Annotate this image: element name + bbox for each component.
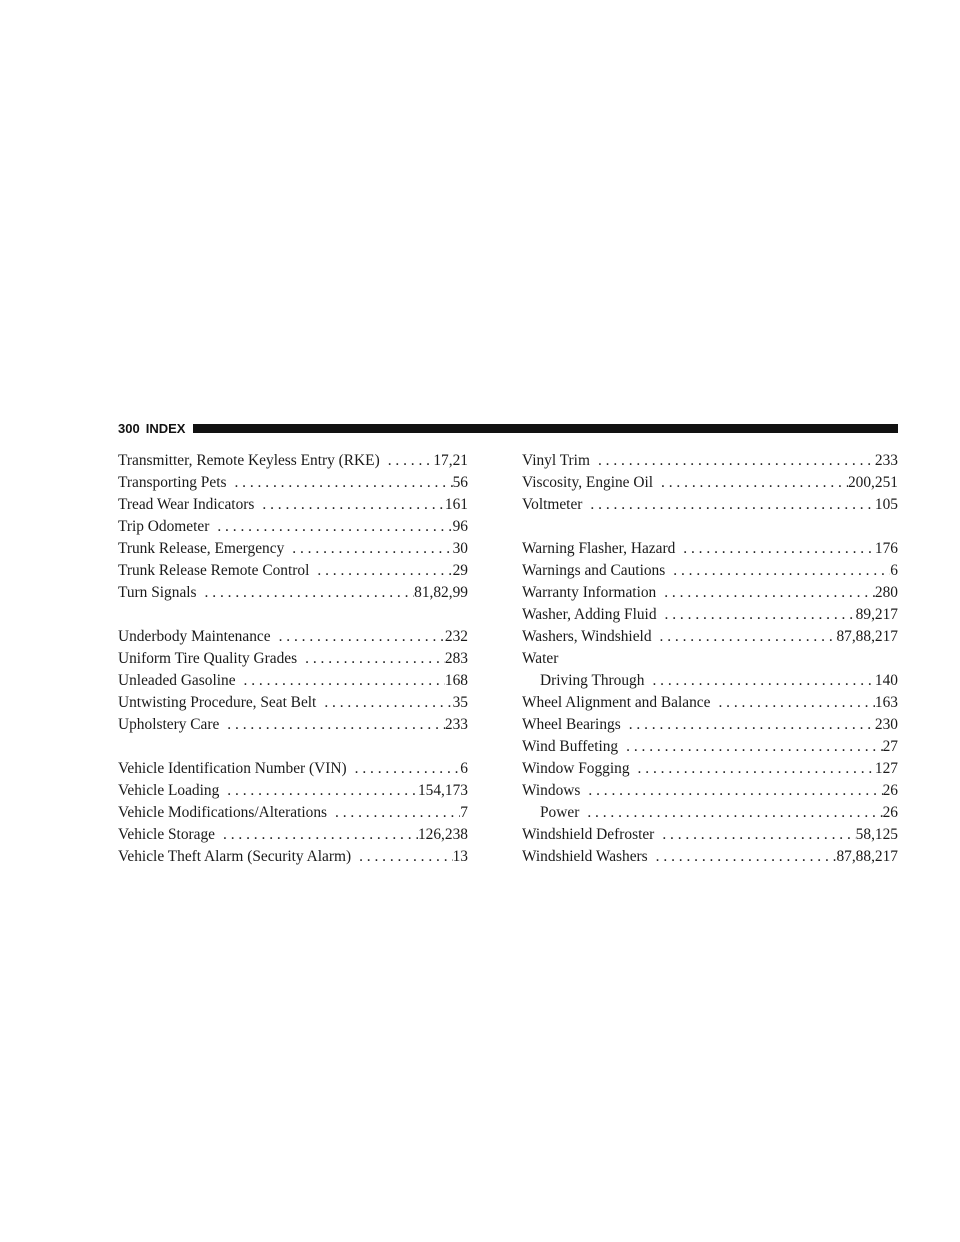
index-page-refs: 29	[452, 562, 468, 579]
index-spacer	[522, 516, 898, 538]
index-page-refs: 26	[882, 782, 898, 799]
dot-leader	[209, 516, 452, 538]
dot-leader	[582, 494, 874, 516]
dot-leader	[590, 450, 875, 472]
index-subentry	[522, 670, 898, 692]
index-term: Uniform Tire Quality Grades	[118, 650, 298, 667]
index-entry	[522, 692, 898, 714]
index-entry	[118, 626, 468, 648]
index-entry	[118, 582, 468, 604]
index-entry	[118, 802, 468, 824]
dot-leader	[618, 736, 882, 758]
index-term: Windshield Washers	[522, 848, 648, 865]
dot-leader	[197, 582, 415, 604]
index-term: Trunk Release, Emergency	[118, 540, 285, 557]
index-entry	[522, 472, 898, 494]
index-entry	[522, 560, 898, 582]
index-page-refs: 233	[874, 452, 898, 469]
index-term: Transmitter, Remote Keyless Entry (RKE)	[118, 452, 380, 469]
index-term: Vehicle Theft Alarm (Security Alarm)	[118, 848, 352, 865]
index-page-refs: 89,217	[855, 606, 898, 623]
index-term: Underbody Maintenance	[118, 628, 271, 645]
page-header	[118, 418, 898, 438]
index-term: Trunk Release Remote Control	[118, 562, 310, 579]
dot-leader	[665, 560, 890, 582]
index-entry	[118, 692, 468, 714]
index-page-refs: 56	[452, 474, 468, 491]
index-page-refs: 17,21	[433, 452, 468, 469]
index-entry	[118, 714, 468, 736]
index-subentry	[522, 802, 898, 824]
index-term: Water	[522, 650, 559, 667]
index-entry	[522, 604, 898, 626]
index-term: Warranty Information	[522, 584, 657, 601]
dot-leader	[654, 824, 855, 846]
index-page-refs: 6	[460, 760, 468, 777]
index-page-refs: 87,88,217	[836, 848, 898, 865]
index-entry	[118, 670, 468, 692]
index-page-refs: 30	[452, 540, 468, 557]
index-entry	[118, 450, 468, 472]
dot-leader	[236, 670, 445, 692]
index-term: Tread Wear Indicators	[118, 496, 255, 513]
index-page-refs: 26	[882, 804, 898, 821]
index-entry	[522, 494, 898, 516]
dot-leader	[656, 582, 875, 604]
index-entry	[522, 780, 898, 802]
index-entry	[522, 846, 898, 868]
index-entry	[118, 560, 468, 582]
dot-leader	[580, 780, 882, 802]
index-page-refs: 7	[460, 804, 468, 821]
index-page-refs: 81,82,99	[414, 584, 468, 601]
index-entry	[118, 780, 468, 802]
index-term: Washer, Adding Fluid	[522, 606, 657, 623]
dot-leader	[254, 494, 445, 516]
index-term: Viscosity, Engine Oil	[522, 474, 654, 491]
index-page-refs: 280	[874, 584, 898, 601]
dot-leader	[710, 692, 874, 714]
index-page-refs: 13	[452, 848, 468, 865]
dot-leader	[675, 538, 875, 560]
index-page-refs: 163	[874, 694, 898, 711]
index-term: Washers, Windshield	[522, 628, 652, 645]
dot-leader	[347, 758, 461, 780]
index-term: Power	[540, 804, 580, 821]
page-number: 300	[118, 420, 140, 436]
index-entry	[522, 714, 898, 736]
index-page-refs: 161	[444, 496, 468, 513]
dot-leader	[648, 846, 837, 868]
index-page-refs: 232	[444, 628, 468, 645]
index-term: Vehicle Modifications/Alterations	[118, 804, 328, 821]
index-entry	[522, 538, 898, 560]
index-entry	[118, 472, 468, 494]
index-entry	[118, 824, 468, 846]
index-entry	[522, 736, 898, 758]
index-entry	[118, 538, 468, 560]
index-entry	[522, 824, 898, 846]
index-page-refs: 127	[874, 760, 898, 777]
index-entry	[522, 758, 898, 780]
index-term: Transporting Pets	[118, 474, 227, 491]
index-term: Untwisting Procedure, Seat Belt	[118, 694, 317, 711]
index-entry	[118, 516, 468, 538]
index-entry	[118, 758, 468, 780]
index-term: Windows	[522, 782, 581, 799]
index-term: Voltmeter	[522, 496, 583, 513]
index-term: Window Fogging	[522, 760, 630, 777]
index-term: Vehicle Identification Number (VIN)	[118, 760, 347, 777]
index-page-refs: 96	[452, 518, 468, 535]
index-page-refs: 105	[874, 496, 898, 513]
dot-leader	[657, 604, 856, 626]
dot-leader	[284, 538, 452, 560]
index-entry	[522, 582, 898, 604]
dot-leader	[309, 560, 452, 582]
index-page-refs: 233	[444, 716, 468, 733]
index-page-refs: 87,88,217	[836, 628, 898, 645]
dot-leader	[327, 802, 460, 824]
dot-leader	[271, 626, 445, 648]
index-term: Upholstery Care	[118, 716, 220, 733]
index-page-refs: 230	[874, 716, 898, 733]
index-page-refs: 283	[444, 650, 468, 667]
index-term: Unleaded Gasoline	[118, 672, 236, 689]
index-entry	[118, 846, 468, 868]
dot-leader	[630, 758, 875, 780]
index-term: Warnings and Cautions	[522, 562, 666, 579]
index-entry	[118, 648, 468, 670]
dot-leader	[579, 802, 882, 824]
dot-leader	[215, 824, 418, 846]
index-page-refs: 140	[874, 672, 898, 689]
index-column-left	[118, 450, 468, 868]
index-term: Trip Odometer	[118, 518, 210, 535]
index-entry	[118, 494, 468, 516]
index-term: Vehicle Loading	[118, 782, 220, 799]
index-term: Wind Buffeting	[522, 738, 619, 755]
index-term: Windshield Defroster	[522, 826, 655, 843]
index-page-refs: 200,251	[847, 474, 898, 491]
dot-leader	[653, 472, 848, 494]
index-page-refs: 58,125	[855, 826, 898, 843]
index-page-refs: 27	[882, 738, 898, 755]
index-term: Wheel Alignment and Balance	[522, 694, 711, 711]
index-page-refs: 35	[452, 694, 468, 711]
index-entry	[522, 648, 898, 670]
dot-leader	[219, 714, 445, 736]
index-entry	[522, 450, 898, 472]
index-page-refs: 6	[890, 562, 898, 579]
index-term: Turn Signals	[118, 584, 197, 601]
index-spacer	[118, 736, 468, 758]
index-spacer	[118, 604, 468, 626]
index-page-refs: 126,238	[417, 826, 468, 843]
index-term: Vinyl Trim	[522, 452, 590, 469]
dot-leader	[226, 472, 452, 494]
dot-leader	[621, 714, 875, 736]
section-title: INDEX	[145, 420, 186, 436]
index-term: Vehicle Storage	[118, 826, 216, 843]
index-term: Wheel Bearings	[522, 716, 621, 733]
dot-leader	[297, 648, 445, 670]
index-term: Driving Through	[540, 672, 645, 689]
index-page-refs: 168	[444, 672, 468, 689]
index-page-refs: 154,173	[417, 782, 468, 799]
dot-leader	[316, 692, 452, 714]
dot-leader	[644, 670, 874, 692]
dot-leader	[219, 780, 418, 802]
dot-leader	[380, 450, 434, 472]
index-entry	[522, 626, 898, 648]
dot-leader	[351, 846, 453, 868]
dot-leader	[652, 626, 837, 648]
index-page-refs: 176	[874, 540, 898, 557]
header-rule	[193, 424, 898, 433]
index-column-right	[522, 450, 898, 868]
index-term: Warning Flasher, Hazard	[522, 540, 676, 557]
